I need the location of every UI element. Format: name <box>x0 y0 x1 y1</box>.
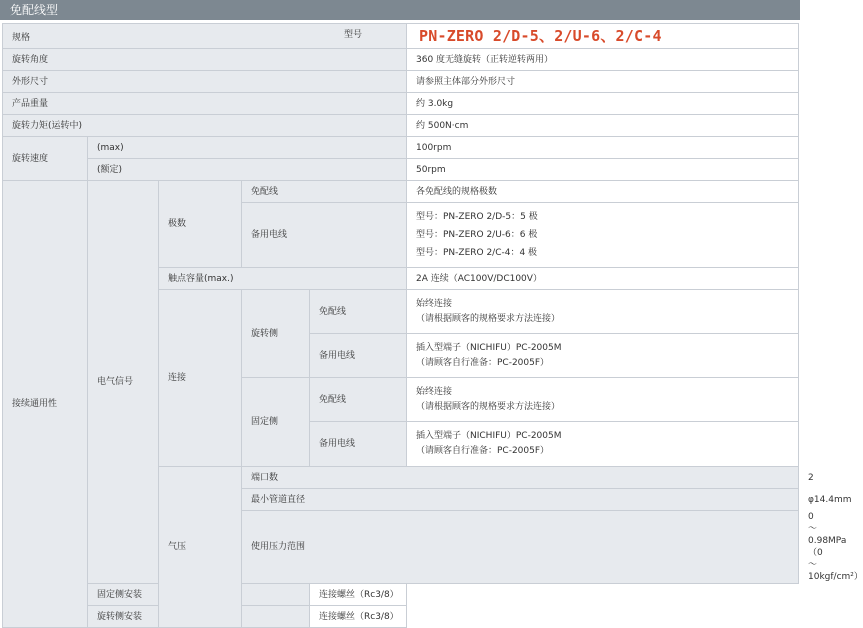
fixed-spare-line-2: （请顾客自行准备：PC-2005F） <box>416 446 550 456</box>
poles-spare-wire-label: 备用电线 <box>242 203 407 268</box>
fixed-free-line-2: （请根据顾客的规格要求方法连接） <box>416 401 561 412</box>
spec-header: 规格 <box>12 33 31 43</box>
rotation-angle-value: 360 度无缝旋转（正转逆转两用） <box>407 49 799 71</box>
poles-label: 极数 <box>159 181 242 268</box>
fixed-spare-line-1: 插入型端子（NICHIFU）PC-2005M <box>416 431 562 441</box>
fixed-mount-value: 连接螺丝（Rc3/8） <box>310 584 407 606</box>
fixed-free-wire-value <box>407 378 799 422</box>
pressure-label: 使用压力范围 <box>242 511 799 584</box>
dimensions-value: 请参照主体部分外形尺寸 <box>407 71 799 93</box>
ports-label: 端口数 <box>242 467 799 489</box>
rotating-side-label: 旋转侧 <box>242 290 310 378</box>
dimensions-label: 外形尺寸 <box>3 71 407 93</box>
weight-label: 产品重量 <box>3 93 407 115</box>
min-tube-label: 最小管道直径 <box>242 489 799 511</box>
air-label: 气压 <box>159 467 242 628</box>
header-spec-cell <box>3 24 407 49</box>
poles-spare-wire-values <box>407 203 799 268</box>
poles-free-wire-value: 各免配线的规格极数 <box>407 181 799 203</box>
speed-rated-label: (额定) <box>88 159 407 181</box>
spare-wire-model-2: 型号：PN-ZERO 2/U-6：6 极 <box>416 230 538 240</box>
fixed-free-line-1: 始终连接 <box>416 386 453 397</box>
contact-capacity-label: 触点容量(max.) <box>159 268 407 290</box>
rotating-mount-label: 旋转侧安装 <box>88 606 310 628</box>
general-label: 接续通用性 <box>3 181 88 628</box>
rotating-free-wire-value <box>407 290 799 334</box>
electrical-label: 电气信号 <box>88 181 159 584</box>
spec-table: 规格 型号 PN-ZERO 2/D-5、2/U-6、2/C-4 旋转角度 360 度无缝旋转（正转逆转两用） 外形尺寸 请参照主体部分外形尺寸 产品重量 约 3.0kg 旋转力矩(运转中) 约 500N·cm 旋转速度 (max) 100rpm (额定) 50rpm 接续通用性 电气信号 极数 免配线 各免配线的规格极数 备用电线 型号：PN-ZERO 2/D-5：5 极 型号：PN-ZERO 2/U-6：6 极 型号：PN-ZERO 2/C-4：4 极 触点容量(max.) 2A 连续（AC100V/DC100V） 连接 旋转侧 免配线 始终连接 （请根据顾客的规格要求方法连接） 备用电线 插入型端子（NICHIFU）PC-2005M （请顾客自行准备：PC-2005F） 固定侧 免配线 始终连接 （请根据顾客的规格要求方法连接） 备用电线 插入型端子（NICHIFU）PC-2005M （请顾客自行准备：PC-2005F） 气压 端口数 2 最小管道直径 φ14.4mm 使用压力范围 0 ～ 0.98MPa（0 ～ 10kgf/cm²） 固定侧安装 连接螺丝（Rc3/8） 旋转侧安装 连接螺丝（Rc3/8） <box>2 23 799 628</box>
rotating-free-wire-label: 免配线 <box>310 290 407 334</box>
fixed-spare-wire-label: 备用电线 <box>310 422 407 467</box>
speed-label: 旋转速度 <box>3 137 88 181</box>
torque-value: 约 500N·cm <box>407 115 799 137</box>
spare-wire-model-1: 型号：PN-ZERO 2/D-5：5 极 <box>416 212 538 222</box>
torque-label: 旋转力矩(运转中) <box>3 115 407 137</box>
weight-value: 约 3.0kg <box>407 93 799 115</box>
rotating-spare-wire-label: 备用电线 <box>310 334 407 378</box>
rotating-free-line-2: （请根据顾客的规格要求方法连接） <box>416 313 561 324</box>
rotating-free-line-1: 始终连接 <box>416 298 453 309</box>
fixed-free-wire-label: 免配线 <box>310 378 407 422</box>
poles-free-wire-label: 免配线 <box>242 181 407 203</box>
model-header: 型号 <box>343 30 362 40</box>
fixed-mount-label: 固定侧安装 <box>88 584 310 606</box>
section-title: 免配线型 <box>0 0 800 20</box>
spare-wire-model-3: 型号：PN-ZERO 2/C-4：4 极 <box>416 248 538 258</box>
rotating-mount-value: 连接螺丝（Rc3/8） <box>310 606 407 628</box>
rotating-spare-wire-value <box>407 334 799 378</box>
speed-max-value: 100rpm <box>407 137 799 159</box>
contact-capacity-value: 2A 连续（AC100V/DC100V） <box>407 268 799 290</box>
connection-label: 连接 <box>159 290 242 467</box>
fixed-side-label: 固定侧 <box>242 378 310 467</box>
rotating-spare-line-1: 插入型端子（NICHIFU）PC-2005M <box>416 342 562 353</box>
rotating-spare-line-2: （请顾客自行准备：PC-2005F） <box>416 357 550 368</box>
speed-rated-value: 50rpm <box>407 159 799 181</box>
model-number: PN-ZERO 2/D-5、2/U-6、2/C-4 <box>407 24 799 49</box>
fixed-spare-wire-value <box>407 422 799 467</box>
rotation-angle-label: 旋转角度 <box>3 49 407 71</box>
speed-max-label: (max) <box>88 137 407 159</box>
